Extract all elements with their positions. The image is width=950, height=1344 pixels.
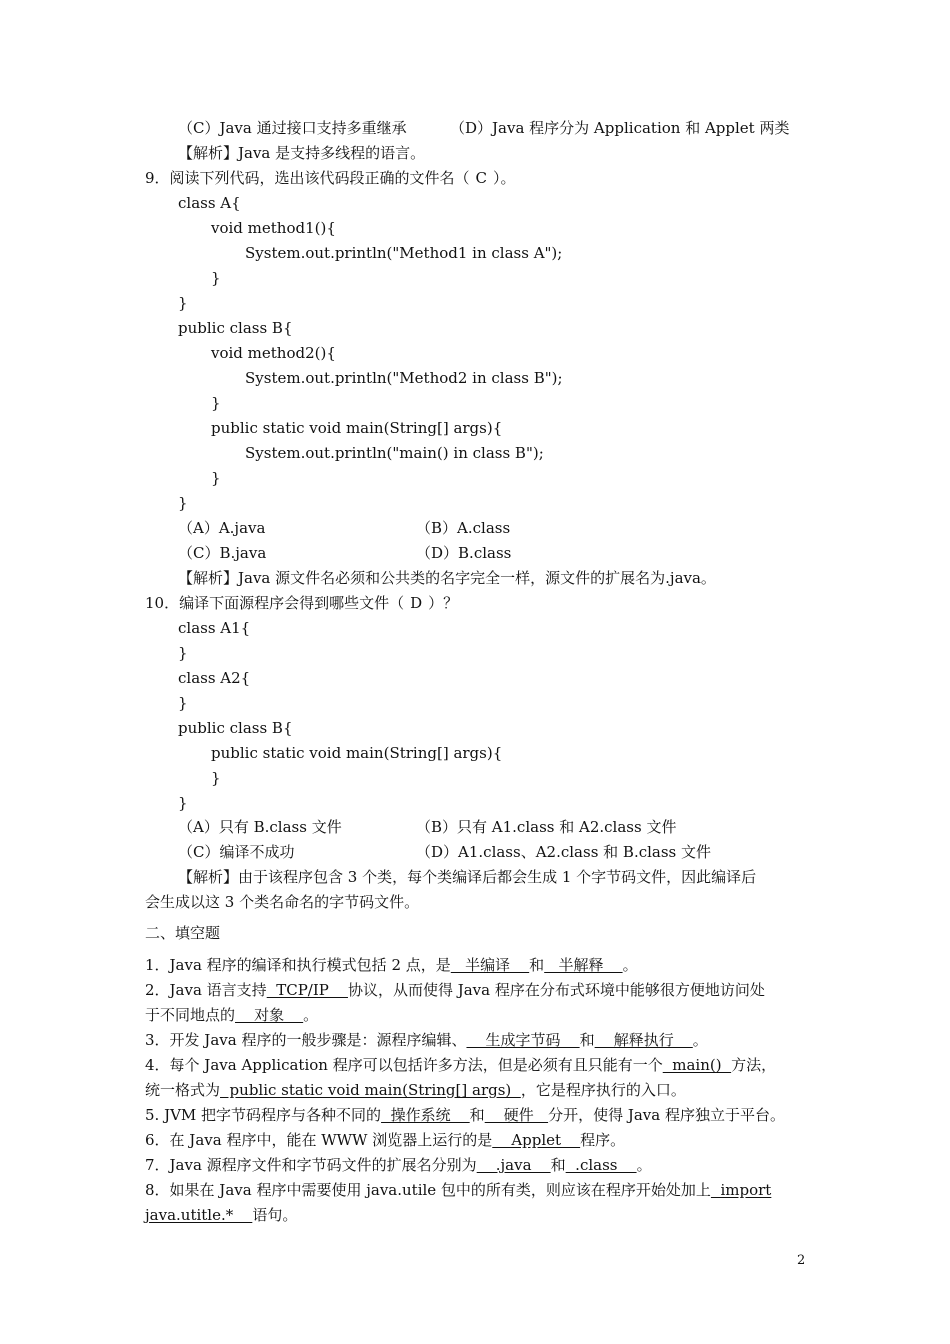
q9-answer: C — [475, 169, 488, 187]
q10-code-line: } — [178, 794, 188, 812]
q9-code-line: public static void main(String[] args){ — [211, 419, 503, 437]
fill-text: 7．Java 源程序文件和字节码文件的扩展名分别为 — [145, 1156, 477, 1174]
fill-blank: import — [710, 1181, 772, 1199]
fill-item-6 — [145, 1128, 625, 1153]
fill-text: 方法， — [731, 1056, 777, 1074]
fill-item-2-cont — [145, 1003, 318, 1028]
q10-code-line: class A2{ — [178, 669, 251, 687]
q10-option-d: （D）A1.class、A2.class 和 B.class 文件 — [416, 843, 712, 861]
fill-text: 1．Java 程序的编译和执行模式包括 2 点，是 — [145, 956, 451, 974]
fill-text: 和 — [550, 1156, 566, 1174]
q10-code-line: } — [178, 694, 188, 712]
fill-blank: .class — [565, 1156, 637, 1174]
fill-text: 和 — [529, 956, 545, 974]
fill-blank: 生成字节码 — [466, 1031, 580, 1049]
q9-code-line: System.out.println("Method2 in class B"); — [245, 369, 563, 387]
q10-explanation-cont: 会生成以这 3 个类名命名的字节码文件。 — [145, 893, 420, 911]
fill-text: 语句。 — [252, 1206, 298, 1224]
fill-text: 。 — [636, 1156, 652, 1174]
fill-item-8-cont — [145, 1203, 297, 1228]
fill-text: 。 — [303, 1006, 319, 1024]
fill-blank: main() — [662, 1056, 732, 1074]
q10-code-line: } — [178, 644, 188, 662]
fill-blank: 解释执行 — [594, 1031, 693, 1049]
q9-stem — [145, 166, 516, 191]
q10-code-line: class A1{ — [178, 619, 251, 637]
q9-code-line: } — [178, 294, 188, 312]
fill-item-1 — [145, 953, 638, 978]
fill-text: 于不同地点的 — [145, 1006, 236, 1024]
fill-text: 。 — [622, 956, 638, 974]
fill-text: 分开，使得 Java 程序独立于平台。 — [548, 1106, 785, 1124]
fill-text: 协议，从而使得 Java 程序在分布式环境中能够很方便地访问处 — [347, 981, 765, 999]
q9-code-line: } — [211, 269, 221, 287]
fill-blank: java.utitle.* — [145, 1206, 253, 1224]
q9-code-line: } — [178, 494, 188, 512]
q10-explanation: 【解析】由于该程序包含 3 个类，每个类编译后都会生成 1 个字节码文件，因此编译后 — [178, 868, 757, 886]
q10-option-c: （C）编译不成功 — [178, 843, 295, 861]
q9-code-line: } — [211, 469, 221, 487]
fill-blank: .java — [476, 1156, 551, 1174]
q10-prefix: 10．编译下面源程序会得到哪些文件（ — [145, 594, 405, 612]
fill-blank: 硬件 — [484, 1106, 549, 1124]
fill-text: 5. JVM 把字节码程序与各种不同的 — [145, 1106, 382, 1124]
fill-text: 和 — [579, 1031, 595, 1049]
fill-item-3 — [145, 1028, 708, 1053]
fill-text: 6．在 Java 程序中，能在 WWW 浏览器上运行的是 — [145, 1131, 493, 1149]
section-title: 二、填空题 — [145, 924, 221, 942]
q10-suffix: ）？ — [428, 594, 459, 612]
q9-code-line: } — [211, 394, 221, 412]
q9-explanation: 【解析】Java 源文件名必须和公共类的名字完全一样，源文件的扩展名为.java。 — [178, 569, 716, 587]
q10-answer: D — [410, 594, 423, 612]
q9-code-line: void method2(){ — [211, 344, 336, 362]
q9-option-c: （C）B.java — [178, 544, 267, 562]
fill-blank: TCP/IP — [266, 981, 348, 999]
fill-text: 2．Java 语言支持 — [145, 981, 267, 999]
fill-item-7 — [145, 1153, 652, 1178]
q9-code-line: System.out.println("Method1 in class A"); — [245, 244, 563, 262]
fill-item-4 — [145, 1053, 776, 1078]
q9-code-line: void method1(){ — [211, 219, 336, 237]
q8-option-d: （D）Java 程序分为 Application 和 Applet 两类 — [450, 119, 790, 137]
q8-explanation: 【解析】Java 是支持多线程的语言。 — [178, 144, 426, 162]
fill-text: ，它是程序执行的入口。 — [520, 1081, 686, 1099]
q9-code-line: System.out.println("main() in class B"); — [245, 444, 544, 462]
fill-blank: public static void main(String[] args) — [220, 1081, 521, 1099]
fill-item-5 — [145, 1103, 785, 1128]
fill-text: 3．开发 Java 程序的一般步骤是：源程序编辑、 — [145, 1031, 467, 1049]
q9-option-a: （A）A.java — [178, 519, 266, 537]
fill-blank: Applet — [492, 1131, 581, 1149]
q10-option-b: （B）只有 A1.class 和 A2.class 文件 — [416, 818, 677, 836]
fill-text: 。 — [692, 1031, 708, 1049]
q10-code-line: public static void main(String[] args){ — [211, 744, 503, 762]
fill-item-8 — [145, 1178, 771, 1203]
q9-code-line: class A{ — [178, 194, 241, 212]
q10-code-line: public class B{ — [178, 719, 293, 737]
fill-blank: 半解释 — [544, 956, 623, 974]
fill-text: 4．每个 Java Application 程序可以包括许多方法，但是必须有且只能有一个 — [145, 1056, 663, 1074]
fill-blank: 对象 — [235, 1006, 304, 1024]
q9-code-line: public class B{ — [178, 319, 293, 337]
fill-text: 8．如果在 Java 程序中需要使用 java.utile 包中的所有类，则应该在程序开始处加上 — [145, 1181, 711, 1199]
q10-stem — [145, 591, 458, 616]
q10-code-line: } — [211, 769, 221, 787]
q8-option-c: （C）Java 通过接口支持多重继承 — [178, 119, 407, 137]
fill-blank: 半编译 — [450, 956, 530, 974]
fill-item-2 — [145, 978, 765, 1003]
q9-option-d: （D）B.class — [416, 544, 512, 562]
page-number: 2 — [797, 1253, 806, 1268]
fill-blank: 操作系统 — [381, 1106, 470, 1124]
q9-suffix: ）。 — [493, 169, 516, 187]
fill-text: 和 — [469, 1106, 485, 1124]
q10-option-a: （A）只有 B.class 文件 — [178, 818, 342, 836]
fill-text: 程序。 — [580, 1131, 626, 1149]
q9-option-b: （B）A.class — [416, 519, 511, 537]
q9-prefix: 9．阅读下列代码，选出该代码段正确的文件名（ — [145, 169, 470, 187]
fill-text: 统一格式为 — [145, 1081, 221, 1099]
fill-item-4-cont — [145, 1078, 686, 1103]
